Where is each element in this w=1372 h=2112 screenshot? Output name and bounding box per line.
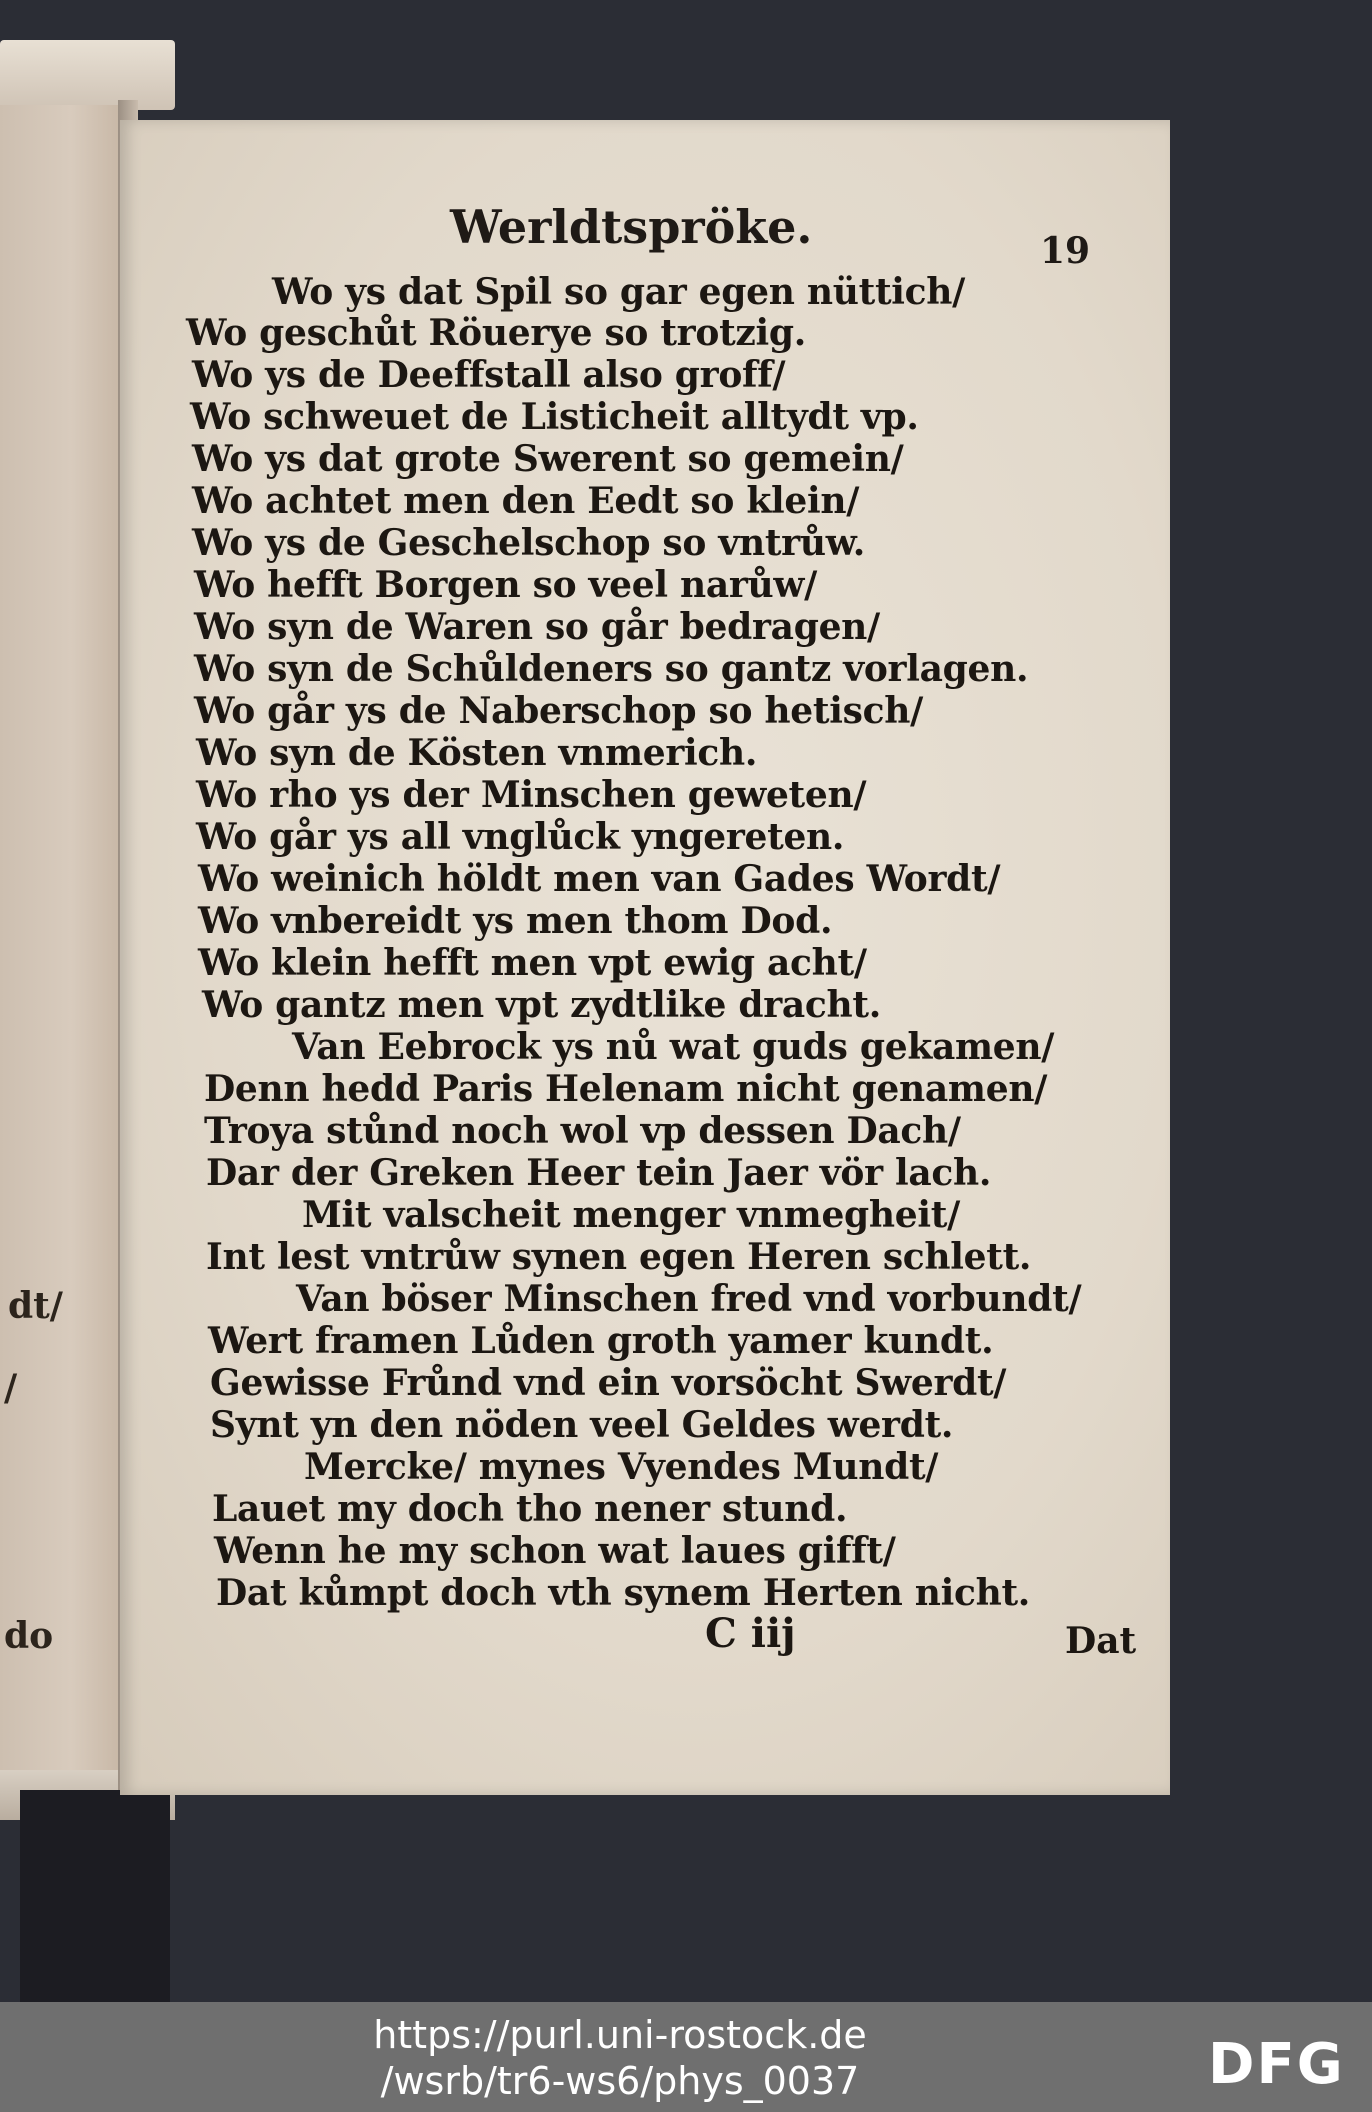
verse-line: Wo syn de Schůldeners so gantz vorlagen. xyxy=(194,648,1029,690)
verse-line: Wo syn de Waren so går bedragen/ xyxy=(194,606,880,648)
left-page-fragment: do xyxy=(4,1615,54,1657)
verse-line: Gewisse Frůnd vnd ein vorsöcht Swerdt/ xyxy=(210,1362,1007,1404)
verse-line: Wo rho ys der Minschen geweten/ xyxy=(196,774,867,816)
verse-line: Wo klein hefft men vpt ewig acht/ xyxy=(198,942,867,984)
verse-line: Wo går ys de Naberschop so hetisch/ xyxy=(194,690,923,732)
verse-line: Wo ys de Deeffstall also groff/ xyxy=(192,354,786,396)
verse-line: Dat kůmpt doch vth synem Herten nicht. xyxy=(216,1572,1031,1614)
book-binding xyxy=(20,1790,170,2002)
verse-line: Lauet my doch tho nener stund. xyxy=(212,1488,848,1530)
left-page-edge xyxy=(0,40,175,110)
viewer-footer xyxy=(0,2002,1372,2112)
verse-line: Troya stůnd noch wol vp dessen Dach/ xyxy=(204,1110,961,1152)
verse-line: Mercke/ mynes Vyendes Mundt/ xyxy=(304,1446,939,1488)
permalink-line-2[interactable]: /wsrb/tr6-ws6/phys_0037 xyxy=(380,2059,860,2103)
verse-line: Synt yn den nöden veel Geldes werdt. xyxy=(210,1404,954,1446)
page-number: 19 xyxy=(1040,230,1091,272)
signature-mark: C iij xyxy=(705,1610,796,1657)
verse-line: Wo ys dat Spil so gar egen nüttich/ xyxy=(272,271,965,313)
verse-line: Wo går ys all vnglůck yngereten. xyxy=(196,816,845,858)
dfg-logo: DFG xyxy=(1208,2032,1345,2097)
verse-line: Wo ys de Geschelschop so vntrůw. xyxy=(192,522,866,564)
left-page-fragment: / xyxy=(4,1367,18,1409)
book-page xyxy=(120,120,1170,1795)
verse-line: Van böser Minschen fred vnd vorbundt/ xyxy=(296,1278,1082,1320)
verse-line: Wenn he my schon wat laues gifft/ xyxy=(214,1530,896,1572)
left-page-fragment: dt/ xyxy=(8,1285,63,1327)
verse-line: Wo vnbereidt ys men thom Dod. xyxy=(198,900,833,942)
left-page-leaf xyxy=(0,105,118,1780)
verse-line: Wo weinich höldt men van Gades Wordt/ xyxy=(198,858,1001,900)
verse-line: Denn hedd Paris Helenam nicht genamen/ xyxy=(204,1068,1048,1110)
verse-line: Wo syn de Kösten vnmerich. xyxy=(196,732,758,774)
verse-line: Wo gantz men vpt zydtlike dracht. xyxy=(202,984,881,1026)
permalink-line-1[interactable]: https://purl.uni-rostock.de xyxy=(373,2013,867,2057)
verse-line: Wo hefft Borgen so veel narůw/ xyxy=(194,564,817,606)
verse-line: Wo ys dat grote Swerent so gemein/ xyxy=(192,438,904,480)
catchword: Dat xyxy=(1065,1620,1137,1662)
verse-line: Van Eebrock ys nů wat guds gekamen/ xyxy=(292,1026,1055,1068)
verse-line: Wo achtet men den Eedt so klein/ xyxy=(192,480,860,522)
permalink[interactable] xyxy=(370,2012,870,2104)
verse-line: Wert framen Lůden groth yamer kundt. xyxy=(208,1320,994,1362)
verse-line: Wo geschůt Röuerye so trotzig. xyxy=(186,312,807,354)
verse-line: Int lest vntrůw synen egen Heren schlett. xyxy=(206,1236,1032,1278)
verse-line: Mit valscheit menger vnmegheit/ xyxy=(302,1194,960,1236)
running-header: Werldtspröke. xyxy=(450,200,813,254)
verse-line: Dar der Greken Heer tein Jaer vör lach. xyxy=(206,1152,992,1194)
verse-line: Wo schweuet de Listicheit alltydt vp. xyxy=(190,396,919,438)
